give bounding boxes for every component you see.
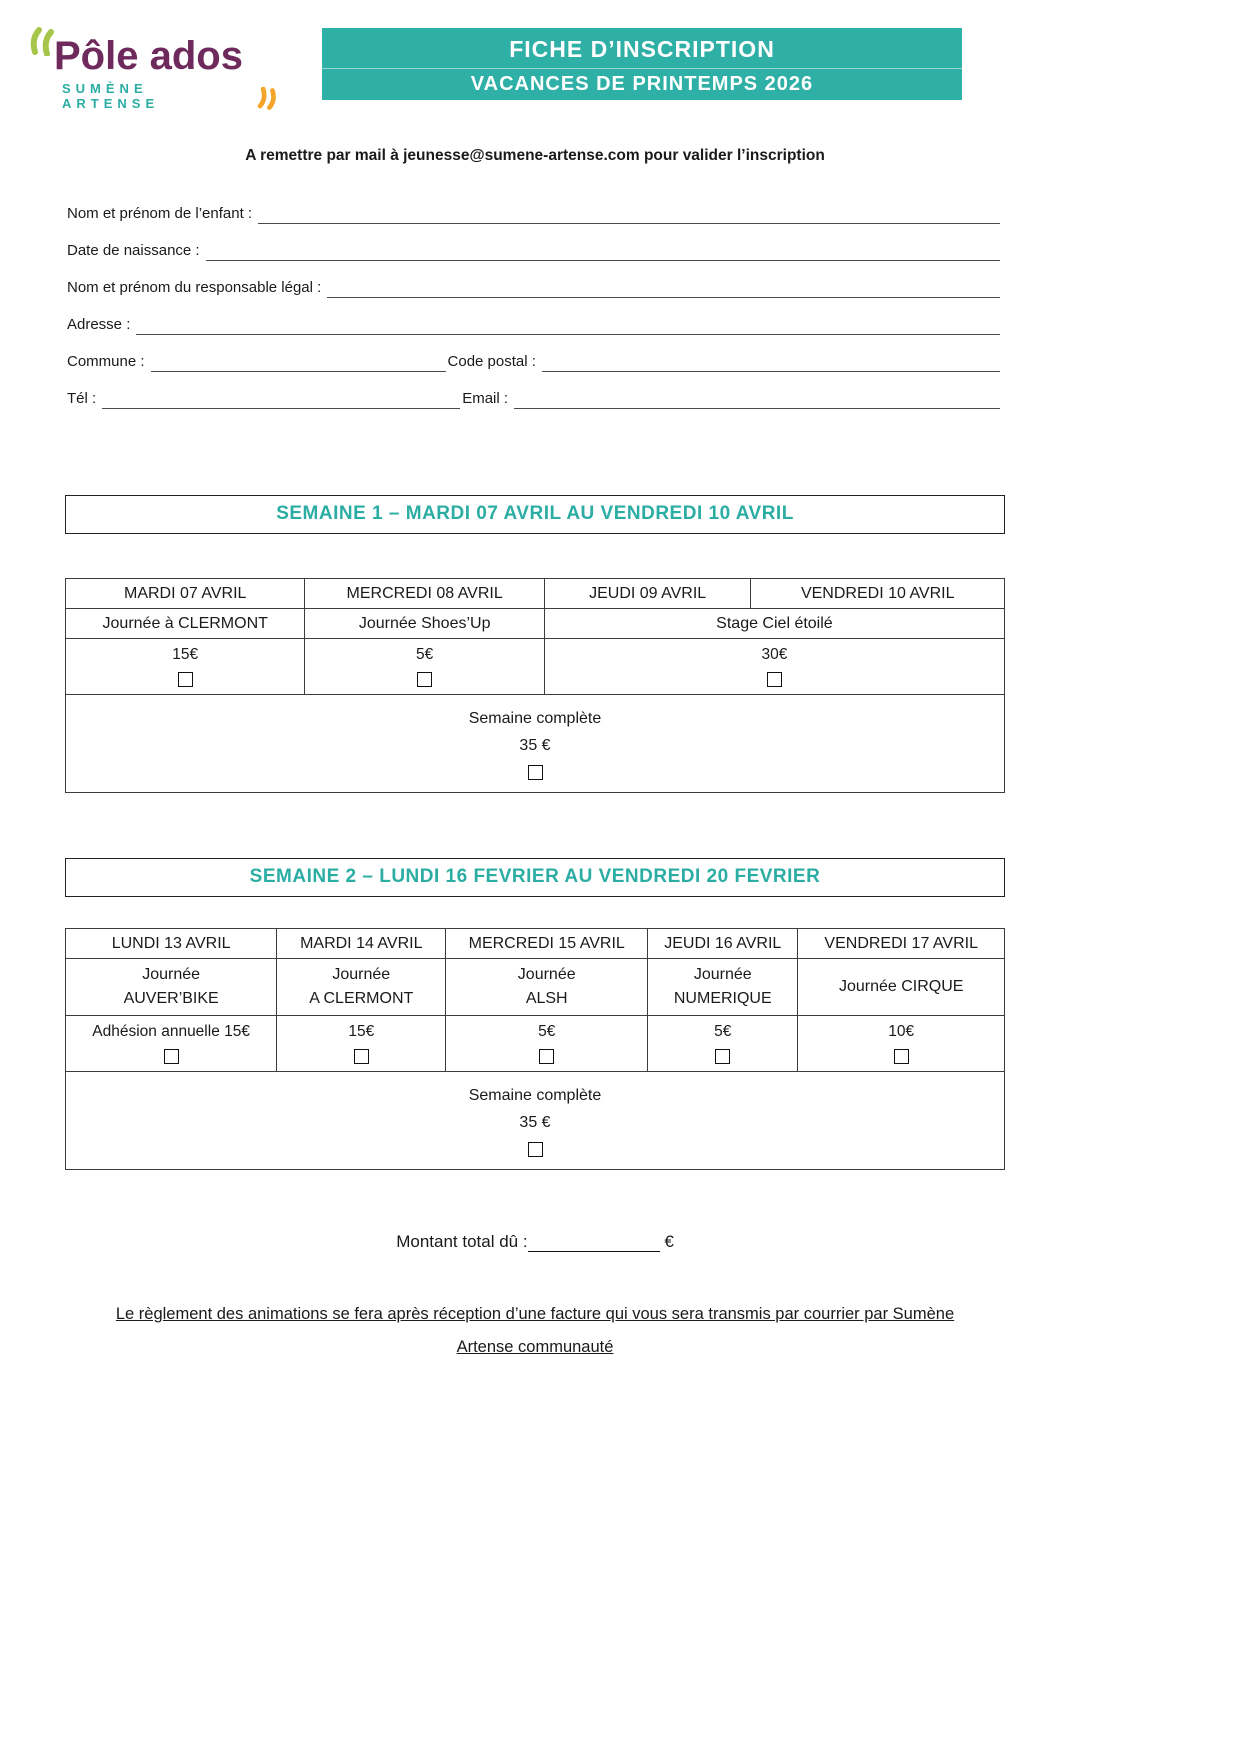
week2-fullweek-checkbox[interactable]	[528, 1142, 543, 1157]
week1-day-1: MARDI 07 AVRIL	[66, 579, 305, 609]
child-name-label: Nom et prénom de l’enfant :	[67, 205, 253, 222]
week2-price-4	[648, 1016, 798, 1072]
week2-day3-checkbox[interactable]	[539, 1049, 554, 1064]
week1-price-1	[66, 639, 305, 695]
week2-price-5	[798, 1016, 1005, 1072]
week1-day1-checkbox[interactable]	[178, 672, 193, 687]
logo	[28, 22, 278, 111]
total-currency: €	[664, 1232, 674, 1251]
week2-fullweek-cell	[66, 1072, 1005, 1170]
week2-activity-2	[277, 959, 446, 1016]
week2-day5-checkbox[interactable]	[894, 1049, 909, 1064]
week1-activity-3: Stage Ciel étoilé	[544, 609, 1004, 639]
total-input-line[interactable]	[528, 1234, 660, 1252]
postal-code-input-line[interactable]	[542, 351, 1000, 372]
week1-fullweek-label: Semaine complète	[468, 710, 602, 727]
week1-fullweek-checkbox[interactable]	[528, 765, 543, 780]
email-label: Email :	[462, 390, 509, 407]
week2-header: SEMAINE 2 – LUNDI 16 FEVRIER AU VENDREDI 20 FEVRIER	[65, 858, 1005, 897]
week2-price-3	[446, 1016, 648, 1072]
week2-day-3: MERCREDI 15 AVRIL	[446, 929, 648, 959]
payment-note-line2: Artense communauté	[456, 1338, 614, 1356]
phone-label: Tél :	[67, 390, 97, 407]
total-row	[65, 1232, 1005, 1252]
week2-activity-1	[66, 959, 277, 1016]
week2-day-2: MARDI 14 AVRIL	[277, 929, 446, 959]
logo-title: Pôle ados	[54, 34, 243, 78]
week1-table	[65, 578, 1005, 793]
week2-activities-row	[66, 959, 1005, 1016]
week2-price-5-label: 10€	[888, 1023, 915, 1040]
week1-stage-checkbox[interactable]	[767, 672, 782, 687]
payment-note	[65, 1298, 1005, 1364]
week1-price-2	[305, 639, 544, 695]
logo-subtitle: SUMÈNE ARTENSE	[62, 81, 160, 111]
submission-instruction: A remettre par mail à jeunesse@sumene-artense.com pour valider l’inscription	[245, 147, 825, 164]
week2-day-1: LUNDI 13 AVRIL	[66, 929, 277, 959]
week2-activity-4-line2: NUMERIQUE	[673, 990, 772, 1007]
birth-date-label: Date de naissance :	[67, 242, 200, 259]
green-quote-icon	[28, 26, 60, 56]
commune-label: Commune :	[67, 353, 145, 370]
week2-fullweek-price: 35 €	[519, 1114, 551, 1131]
week2-fullweek-row	[66, 1072, 1005, 1170]
child-name-input-line[interactable]	[258, 203, 1000, 224]
week2-day4-checkbox[interactable]	[715, 1049, 730, 1064]
week2-price-4-label: 5€	[714, 1023, 732, 1040]
week2-price-3-label: 5€	[538, 1023, 556, 1040]
week1-header: SEMAINE 1 – MARDI 07 AVRIL AU VENDREDI 10 AVRIL	[65, 495, 1005, 534]
week2-activity-4	[648, 959, 798, 1016]
week1-days-row	[66, 579, 1005, 609]
week2-price-2	[277, 1016, 446, 1072]
week1-activities-row	[66, 609, 1005, 639]
week2-table	[65, 928, 1005, 1170]
week2-day-5: VENDREDI 17 AVRIL	[798, 929, 1005, 959]
guardian-name-label: Nom et prénom du responsable légal :	[67, 279, 322, 296]
week2-day-4: JEUDI 16 AVRIL	[648, 929, 798, 959]
week1-activity-2: Journée Shoes’Up	[305, 609, 544, 639]
address-input-line[interactable]	[136, 314, 1000, 335]
week2-activity-1-line1: Journée	[142, 966, 201, 983]
phone-input-line[interactable]	[102, 388, 460, 409]
commune-input-line[interactable]	[151, 351, 446, 372]
week2-activity-3	[446, 959, 648, 1016]
week1-day-3: JEUDI 09 AVRIL	[544, 579, 751, 609]
week1-prices-row	[66, 639, 1005, 695]
guardian-name-input-line[interactable]	[327, 277, 1000, 298]
week2-activity-2-line1: Journée	[332, 966, 391, 983]
week1-price-2-label: 5€	[416, 646, 434, 663]
email-input-line[interactable]	[514, 388, 1000, 409]
payment-note-line1: Le règlement des animations se fera après réception d’une facture qui vous sera transmis par courrier par Sumène	[115, 1305, 955, 1323]
week1-fullweek-price: 35 €	[519, 737, 551, 754]
address-label: Adresse :	[67, 316, 131, 333]
week1-fullweek-cell	[66, 695, 1005, 793]
birth-date-input-line[interactable]	[206, 240, 1000, 261]
week1-day2-checkbox[interactable]	[417, 672, 432, 687]
week1-fullweek-row	[66, 695, 1005, 793]
title-banner	[322, 28, 962, 100]
week1-day-2: MERCREDI 08 AVRIL	[305, 579, 544, 609]
week2-activity-4-line1: Journée	[693, 966, 752, 983]
week1-price-3	[544, 639, 1004, 695]
week2-price-2-label: 15€	[348, 1023, 375, 1040]
week1-price-1-label: 15€	[172, 646, 199, 663]
week2-prices-row	[66, 1016, 1005, 1072]
week2-activity-1-line2: AUVER’BIKE	[123, 990, 219, 1007]
form-subtitle: VACANCES DE PRINTEMPS 2026	[470, 73, 814, 95]
postal-code-label: Code postal :	[447, 353, 536, 370]
week2-day2-checkbox[interactable]	[354, 1049, 369, 1064]
week2-fullweek-label: Semaine complète	[468, 1087, 602, 1104]
week2-activity-5	[798, 959, 1005, 1016]
total-label: Montant total dû :	[396, 1232, 528, 1251]
week1-activity-1: Journée à CLERMONT	[66, 609, 305, 639]
orange-quote-icon	[253, 87, 278, 111]
week2-activity-5-line1: Journée CIRQUE	[838, 978, 964, 995]
identity-fields	[67, 200, 1000, 422]
week2-activity-2-line2: A CLERMONT	[309, 990, 414, 1007]
week2-days-row	[66, 929, 1005, 959]
week2-price-1-label: Adhésion annuelle 15€	[92, 1023, 250, 1040]
week1-day-4: VENDREDI 10 AVRIL	[751, 579, 1005, 609]
week2-price-1	[66, 1016, 277, 1072]
week2-activity-3-line1: Journée	[517, 966, 576, 983]
week2-day1-checkbox[interactable]	[164, 1049, 179, 1064]
week1-price-3-label: 30€	[761, 646, 788, 663]
week2-activity-3-line2: ALSH	[525, 990, 568, 1007]
form-title: FICHE D’INSCRIPTION	[322, 28, 962, 69]
